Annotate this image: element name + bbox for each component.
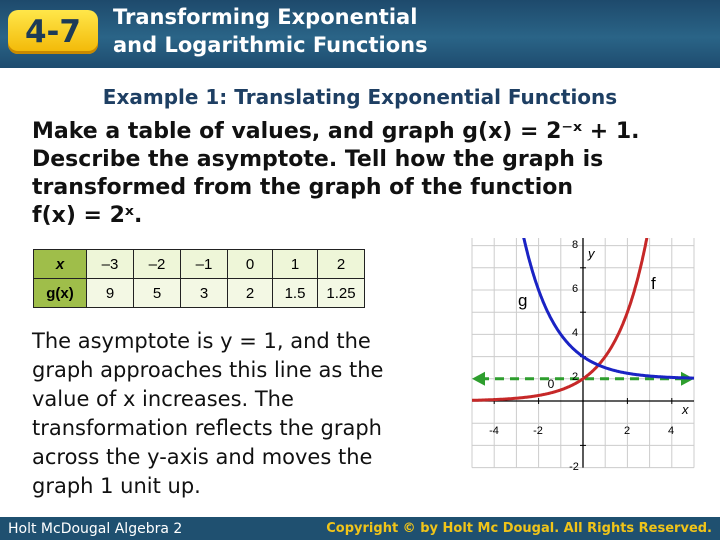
g-row	[34, 279, 365, 308]
x-tick-label: 2	[623, 425, 631, 437]
g-curve-label: g	[518, 291, 528, 310]
footer-text: Holt McDougal Algebra 2	[8, 521, 183, 537]
prompt-line4: f(x) = 2ˣ.	[32, 203, 143, 228]
x-cell: –2	[134, 250, 181, 279]
f-curve-label: f	[651, 274, 656, 293]
x-tick-label: -2	[533, 425, 543, 437]
y-axis-label: y	[588, 246, 595, 261]
desc-line3: value of x increases. The	[32, 387, 294, 411]
x-header: x	[34, 250, 87, 279]
lesson-title-line2: and Logarithmic Functions	[113, 33, 428, 57]
g-cell: 9	[87, 279, 134, 308]
x-row	[34, 250, 365, 279]
g-cell: 5	[134, 279, 181, 308]
g-cell: 2	[228, 279, 273, 308]
values-table	[33, 249, 365, 308]
y-tick-label: 8	[571, 239, 579, 251]
lesson-title	[113, 3, 428, 59]
lesson-number: 4-7	[24, 14, 81, 50]
x-cell: 2	[318, 250, 365, 279]
x-cell: –3	[87, 250, 134, 279]
g-cell: 1.5	[273, 279, 318, 308]
copyright-text: Copyright © by Holt Mc Dougal. All Rights Reserved.	[326, 521, 712, 536]
function-graph	[458, 238, 704, 474]
graph-labels	[489, 239, 689, 473]
prompt-line2: Describe the asymptote. Tell how the graph is	[32, 147, 604, 172]
example-title: Example 1: Translating Exponential Functions	[102, 85, 618, 109]
prompt-line3: transformed from the graph of the function	[32, 175, 574, 200]
x-cell: –1	[181, 250, 228, 279]
prompt-line1: Make a table of values, and graph g(x) = 2⁻ˣ + 1.	[32, 119, 640, 144]
desc-line4: transformation reflects the graph	[32, 416, 382, 440]
x-axis-label: x	[682, 402, 689, 417]
curve-f	[472, 238, 652, 400]
problem-prompt	[32, 118, 702, 230]
desc-line6: graph 1 unit up.	[32, 474, 201, 498]
g-cell: 3	[181, 279, 228, 308]
desc-line1: The asymptote is y = 1, and the	[32, 329, 371, 353]
explanation-text	[32, 327, 442, 501]
x-cell: 0	[228, 250, 273, 279]
asymptote-arrow-left	[472, 372, 485, 386]
lesson-badge	[8, 10, 98, 54]
x-tick-label: -4	[489, 425, 499, 437]
origin-label: 0	[547, 377, 555, 391]
lesson-title-line1: Transforming Exponential	[113, 5, 418, 29]
y-tick-label: 4	[571, 327, 579, 339]
desc-line5: across the y-axis and moves the	[32, 445, 373, 469]
graph-axes	[472, 238, 694, 468]
g-header: g(x)	[34, 279, 87, 308]
x-tick-label: 4	[667, 425, 675, 437]
y-tick-label: 6	[571, 283, 579, 295]
slide-header	[0, 0, 720, 68]
g-cell: 1.25	[318, 279, 365, 308]
slide-footer	[0, 517, 720, 540]
y-tick-label: 2	[571, 371, 579, 383]
x-cell: 1	[273, 250, 318, 279]
y-tick-label: -2	[569, 461, 579, 473]
desc-line2: graph approaches this line as the	[32, 358, 384, 382]
